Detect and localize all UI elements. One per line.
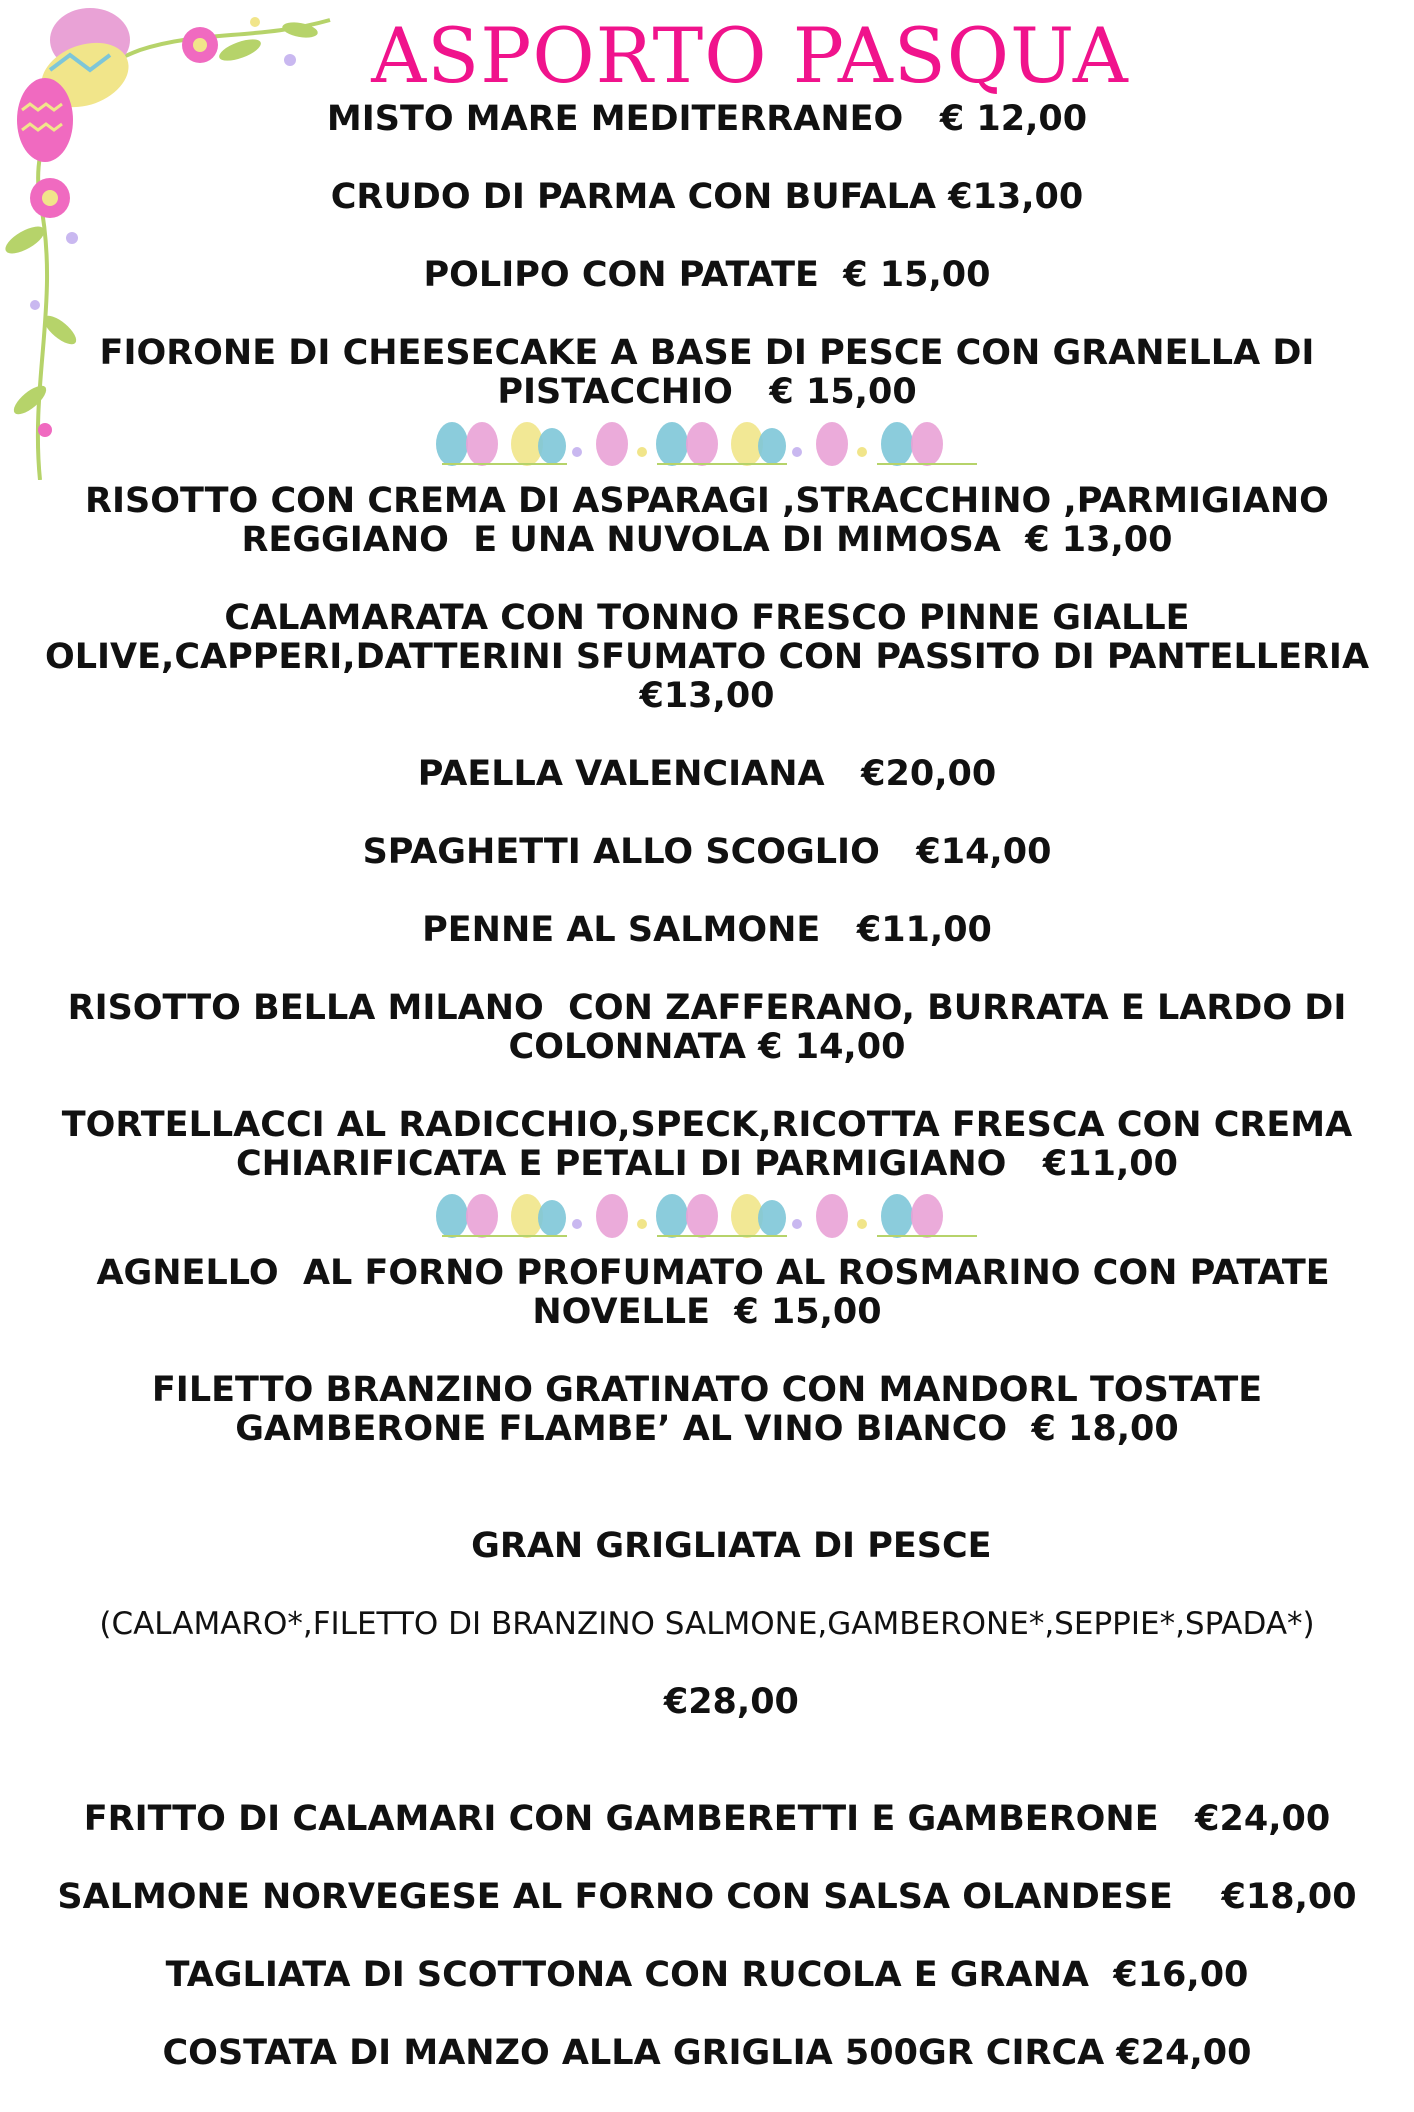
menu-item: AGNELLO AL FORNO PROFUMATO AL ROSMARINO CON PATATE NOVELLE € 15,00	[96, 1253, 1330, 1332]
menu-item-price: €28,00	[663, 1682, 799, 1722]
menu-item: FIORONE DI CHEESECAKE A BASE DI PESCE CON GRANELLA DI PISTACCHIO € 15,00	[99, 333, 1315, 412]
menu-item: SPAGHETTI ALLO SCOGLIO €14,00	[362, 832, 1052, 872]
menu-item: TAGLIATA DI SCOTTONA CON RUCOLA E GRANA €16,00	[165, 1955, 1249, 1995]
menu-item: FILETTO BRANZINO GRATINATO CON MANDORL TOSTATE GAMBERONE FLAMBE’ AL VINO BIANCO € 18,00	[151, 1370, 1263, 1449]
menu-item: MISTO MARE MEDITERRANEO € 12,00	[326, 99, 1088, 139]
menu-list	[0, 100, 1414, 2112]
easter-egg-divider	[427, 412, 987, 472]
menu-item: FRITTO DI CALAMARI CON GAMBERETTI E GAMBERONE €24,00	[83, 1799, 1331, 1839]
easter-egg-divider	[427, 1184, 987, 1244]
menu-item: RISOTTO BELLA MILANO CON ZAFFERANO, BURRATA E LARDO DI COLONNATA € 14,00	[67, 988, 1347, 1067]
menu-item-detail: (CALAMARO*,FILETTO DI BRANZINO SALMONE,GAMBERONE*,SEPPIE*,SPADA*)	[99, 1606, 1315, 1642]
menu-item: SALMONE NORVEGESE AL FORNO CON SALSA OLANDESE €18,00	[57, 1877, 1357, 1917]
flower-icon	[182, 27, 218, 63]
menu-item: TORTELLACCI AL RADICCHIO,SPECK,RICOTTA FRESCA CON CREMA CHIARIFICATA E PETALI DI PARMIGIANO €11,00	[61, 1105, 1353, 1184]
menu-item: CALAMARATA CON TONNO FRESCO PINNE GIALLE OLIVE,CAPPERI,DATTERINI SFUMATO CON PASSITO DI PANTELLERIA €13,00	[44, 598, 1370, 716]
menu-item: PENNE AL SALMONE €11,00	[422, 910, 992, 950]
menu-item-grigliata	[0, 1488, 1414, 1761]
menu-item-name: GRAN GRIGLIATA DI PESCE	[471, 1526, 992, 1566]
menu-item: RISOTTO CON CREMA DI ASPARAGI ,STRACCHINO ,PARMIGIANO REGGIANO E UNA NUVOLA DI MIMOSA € 13,00	[85, 481, 1329, 560]
menu-item: POLIPO CON PATATE € 15,00	[423, 255, 991, 295]
menu-item: COSTATA DI MANZO ALLA GRIGLIA 500GR CIRCA €24,00	[162, 2033, 1252, 2073]
menu-item: CRUDO DI PARMA CON BUFALA €13,00	[330, 177, 1084, 217]
menu-title: ASPORTO PASQUA	[371, 11, 1129, 100]
menu-item: PAELLA VALENCIANA €20,00	[417, 754, 997, 794]
